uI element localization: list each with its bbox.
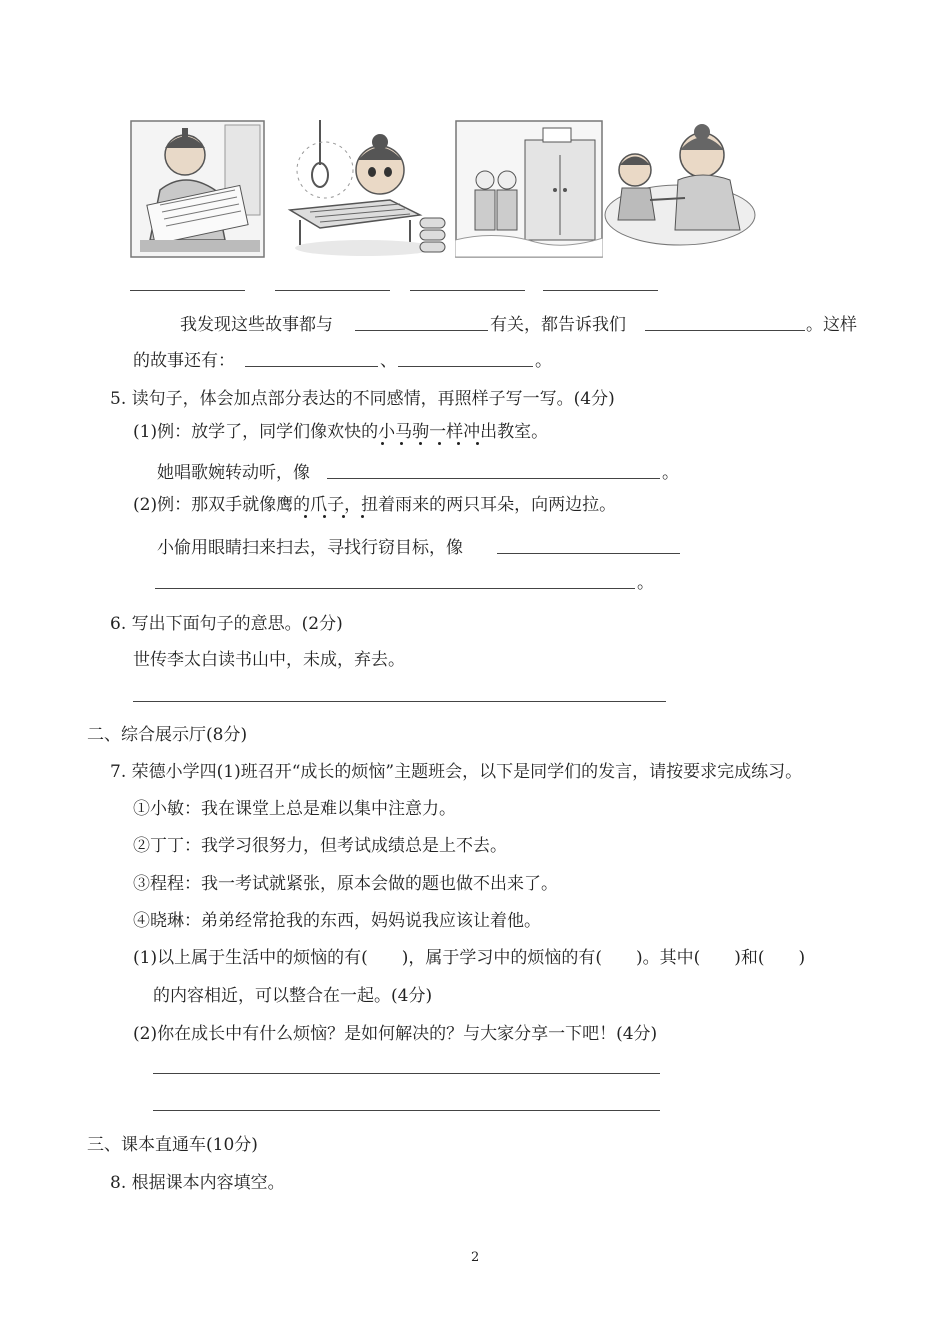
q5-example-2: (2)例：那双手就像鹰的爪子，扭着雨来的两只耳朵，向两边拉。 [133, 495, 617, 515]
summary-blank-1[interactable] [355, 330, 488, 331]
q7-sub1-line1: (1)以上属于生活中的烦恼的有( )，属于学习中的烦恼的有( )。其中( )和( ) [133, 948, 806, 968]
emphasis-dot [438, 442, 441, 445]
q7-sub1-line2: 的内容相近，可以整合在一起。(4分) [153, 986, 433, 1006]
reading-scroll-boy-icon [130, 120, 265, 258]
caption-blank-1[interactable] [130, 290, 245, 291]
q5-task-2-end: 。 [637, 573, 654, 593]
grandmother-and-child-icon [600, 120, 760, 258]
q6-title: 6. 写出下面句子的意思。(2分) [110, 614, 343, 634]
q7-item-3: ③程程：我一考试就紧张，原本会做的题也做不出来了。 [133, 874, 558, 894]
q7-answer-line-1[interactable] [153, 1073, 660, 1074]
caption-blank-2[interactable] [275, 290, 390, 291]
summary-blank-3[interactable] [245, 366, 378, 367]
emphasis-dot [419, 442, 422, 445]
emphasis-dot [304, 515, 307, 518]
q8-title: 8. 根据课本内容填空。 [110, 1173, 285, 1193]
q7-title: 7. 荣德小学四(1)班召开“成长的烦恼”主题班会，以下是同学们的发言，请按要求完成练习。 [110, 762, 803, 782]
illustration-reading-scroll [130, 120, 265, 258]
summary-blank-2[interactable] [645, 330, 805, 331]
q5-answer-2b[interactable] [155, 588, 635, 589]
page-number: 2 [471, 1250, 480, 1265]
q5-answer-2a[interactable] [497, 553, 680, 554]
emphasis-dot [400, 442, 403, 445]
emphasis-dot [381, 442, 384, 445]
summary-separator: 、 [380, 351, 397, 371]
q6-answer[interactable] [133, 701, 666, 702]
standing-in-snow-icon [455, 120, 603, 258]
q7-answer-line-2[interactable] [153, 1110, 660, 1111]
q7-item-1: ①小敏：我在课堂上总是难以集中注意力。 [133, 799, 456, 819]
summary-text-2: 有关，都告诉我们 [490, 315, 626, 335]
emphasis-dot [342, 515, 345, 518]
summary-end: 。 [535, 351, 552, 371]
summary-blank-4[interactable] [398, 366, 533, 367]
q5-answer-1[interactable] [327, 478, 660, 479]
summary-text-4: 的故事还有： [133, 351, 235, 371]
q7-sub2: (2)你在成长中有什么烦恼？是如何解决的？与大家分享一下吧！(4分) [133, 1024, 658, 1044]
q5-task-1-end: 。 [662, 463, 679, 483]
emphasis-dot [476, 442, 479, 445]
q5-task-1: 她唱歌婉转动听，像 [157, 463, 310, 483]
emphasis-dot [361, 515, 364, 518]
q7-item-2: ②丁丁：我学习很努力，但考试成绩总是上不去。 [133, 836, 507, 856]
emphasis-dot [457, 442, 460, 445]
q6-sentence: 世传李太白读书山中，未成，弃去。 [133, 650, 405, 670]
section-2-title: 二、综合展示厅(8分) [87, 725, 248, 745]
illustration-studying [280, 120, 450, 258]
illustration-grandmother [600, 120, 760, 258]
caption-blank-3[interactable] [410, 290, 525, 291]
q5-task-2: 小偷用眼睛扫来扫去，寻找行窃目标，像 [157, 538, 463, 558]
caption-blank-4[interactable] [543, 290, 658, 291]
summary-line-1 [180, 310, 333, 335]
q5-title: 5. 读句子，体会加点部分表达的不同感情，再照样子写一写。(4分) [110, 389, 615, 409]
q5-example-1: (1)例：放学了，同学们像欢快的小马驹一样冲出教室。 [133, 422, 549, 442]
studying-hanging-hair-icon [280, 120, 450, 258]
section-3-title: 三、课本直通车(10分) [87, 1135, 258, 1155]
summary-text-3: 。这样 [806, 315, 857, 335]
q7-item-4: ④晓琳：弟弟经常抢我的东西，妈妈说我应该让着他。 [133, 911, 541, 931]
emphasis-dot [323, 515, 326, 518]
illustration-snow-door [455, 120, 603, 258]
summary-text-1: 我发现这些故事都与 [180, 315, 333, 335]
